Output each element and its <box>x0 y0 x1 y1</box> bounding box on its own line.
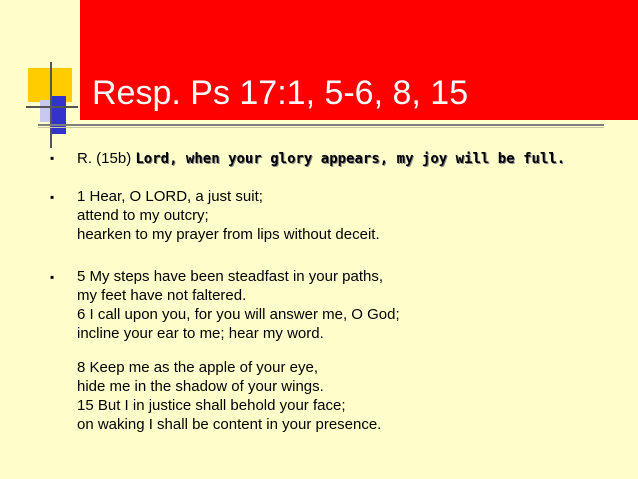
verse-line: 15 But I in justice shall behold your face; <box>77 397 346 414</box>
decor-vertical-line <box>50 62 52 148</box>
bullet-square-icon: ▪ <box>50 270 55 284</box>
decor-horizontal-line <box>26 106 78 108</box>
verse-line: attend to my outcry; <box>77 207 209 224</box>
title-underline-shadow <box>38 127 604 128</box>
verse-line: on waking I shall be content in your presence. <box>77 416 382 433</box>
verse-block-2 <box>77 267 400 343</box>
response-refrain: Lord, when your glory appears, my joy will be full. <box>135 151 566 167</box>
bullet-square-icon: ▪ <box>50 151 55 165</box>
slide-title: Resp. Ps 17:1, 5-6, 8, 15 <box>92 74 469 112</box>
verse-line: hide me in the shadow of your wings. <box>77 378 324 395</box>
verse-line: 8 Keep me as the apple of your eye, <box>77 359 318 376</box>
verse-line: incline your ear to me; hear my word. <box>77 325 324 342</box>
verse-line: 5 My steps have been steadfast in your paths, <box>77 268 384 285</box>
decor-blue-square <box>52 96 66 134</box>
verse-block-3 <box>77 358 381 434</box>
response-line <box>77 149 565 169</box>
verse-line: 6 I call upon you, for you will answer me, O God; <box>77 306 400 323</box>
verse-block-1 <box>77 187 380 244</box>
response-prefix: R. (15b) <box>77 150 136 167</box>
verse-line: hearken to my prayer from lips without deceit. <box>77 226 380 243</box>
verse-line: my feet have not faltered. <box>77 287 247 304</box>
title-underline <box>38 124 604 126</box>
bullet-square-icon: ▪ <box>50 190 55 204</box>
verse-line: 1 Hear, O LORD, a just suit; <box>77 188 263 205</box>
